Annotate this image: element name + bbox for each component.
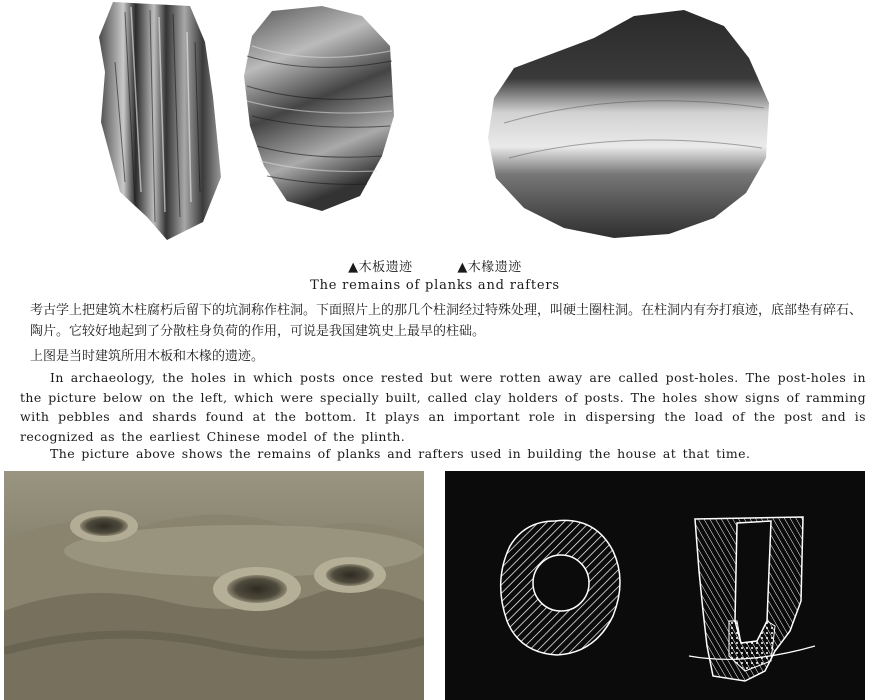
english-caption: The remains of planks and rafters xyxy=(310,278,560,293)
post-holes-photo xyxy=(4,471,424,700)
rafter-caption-cn: ▲木椽遗迹 xyxy=(457,260,522,275)
plank-remains-photo-2 xyxy=(242,6,397,216)
chinese-captions xyxy=(0,256,870,275)
english-paragraph-1: In archaeology, the holes in which posts once rested but were rotten away are called post-holes. The post-holes in the picture below on the left, which were specially built, called clay holders of posts. The holes show signs of ramming with pebbles and shards found at the bottom. It plays an important role in dispersing the load of the post and is recognized as the earliest Chinese model of the plinth. xyxy=(20,370,866,444)
plank-caption-cn: ▲木板遗迹 xyxy=(348,260,413,275)
chinese-paragraph-1: 考古学上把建筑木柱腐朽后留下的坑洞称作柱洞。下面照片上的那几个柱洞经过特殊处理，叫硬土圈柱洞。在柱洞内有夯打痕迹，底部垫有碎石、陶片。它较好地起到了分散柱身负荷的作用，可说是我国建筑史上最早的柱础。 xyxy=(30,303,863,339)
post-hole-drawing xyxy=(445,471,865,700)
chinese-paragraph-2: 上图是当时建筑所用木板和木椽的遗迹。 xyxy=(30,349,265,364)
rafter-remains-photo xyxy=(484,8,774,240)
plank-remains-photo-1 xyxy=(95,2,225,242)
english-paragraph-2: The picture above shows the remains of planks and rafters used in building the house at that time. xyxy=(50,446,751,461)
